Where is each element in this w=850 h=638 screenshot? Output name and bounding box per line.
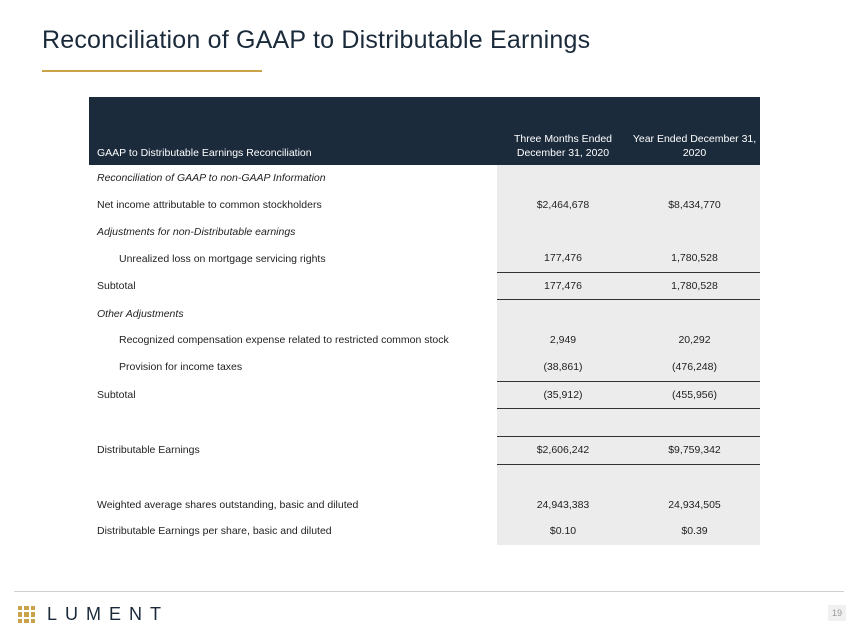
header-year: Year Ended December 31, 2020 <box>629 97 760 165</box>
row-fy-value <box>629 409 760 437</box>
row-label: Net income attributable to common stockholders <box>97 199 322 212</box>
table-row <box>89 381 760 409</box>
row-fy-value <box>629 300 760 327</box>
row-label: Recognized compensation expense related to restricted common stock <box>119 334 449 347</box>
row-fy-value: (476,248) <box>629 354 760 381</box>
row-label: Weighted average shares outstanding, basic and diluted <box>97 498 359 511</box>
row-q4-value: 2,949 <box>497 327 629 354</box>
table-row <box>89 464 760 491</box>
row-label: Distributable Earnings <box>97 444 200 457</box>
page-number: 19 <box>828 605 846 621</box>
row-q4-value: (35,912) <box>497 381 629 409</box>
row-label: Provision for income taxes <box>119 361 243 374</box>
table-header-row <box>89 97 760 165</box>
row-label: Subtotal <box>97 388 136 401</box>
reconciliation-table <box>89 97 760 545</box>
table-row <box>89 518 760 545</box>
row-fy-value: 24,934,505 <box>629 491 760 518</box>
table-row <box>89 165 760 192</box>
table-row <box>89 354 760 381</box>
row-fy-value: $0.39 <box>629 518 760 545</box>
row-fy-value <box>629 218 760 245</box>
row-label: Unrealized loss on mortgage servicing rights <box>119 252 326 265</box>
row-label: Reconciliation of GAAP to non-GAAP Information <box>97 172 326 185</box>
table-row <box>89 192 760 219</box>
row-q4-value <box>497 300 629 327</box>
row-label: Distributable Earnings per share, basic and diluted <box>97 525 332 538</box>
row-fy-value: 1,780,528 <box>629 245 760 272</box>
row-q4-value: $0.10 <box>497 518 629 545</box>
row-q4-value: (38,861) <box>497 354 629 381</box>
row-label: Subtotal <box>97 280 136 293</box>
table-row <box>89 436 760 464</box>
row-fy-value: $8,434,770 <box>629 192 760 219</box>
table-row <box>89 491 760 518</box>
row-q4-value: 177,476 <box>497 245 629 272</box>
row-q4-value <box>497 464 629 491</box>
row-label <box>89 409 497 437</box>
row-label: Other Adjustments <box>97 307 184 320</box>
title-underline <box>42 70 262 72</box>
row-fy-value: 1,780,528 <box>629 272 760 300</box>
table-row <box>89 300 760 327</box>
row-fy-value: $9,759,342 <box>629 436 760 464</box>
table-row <box>89 272 760 300</box>
table-row <box>89 409 760 437</box>
row-label: Adjustments for non-Distributable earnings <box>97 225 296 238</box>
slide-title: Reconciliation of GAAP to Distributable Earnings <box>42 26 591 54</box>
lument-logo <box>18 604 169 625</box>
header-label: GAAP to Distributable Earnings Reconciliation <box>89 97 497 165</box>
row-fy-value: (455,956) <box>629 381 760 409</box>
row-q4-value: 24,943,383 <box>497 491 629 518</box>
row-q4-value <box>497 218 629 245</box>
row-q4-value: $2,464,678 <box>497 192 629 219</box>
row-fy-value <box>629 464 760 491</box>
table-row <box>89 245 760 272</box>
logo-wordmark: LUMENT <box>47 604 170 624</box>
row-q4-value: $2,606,242 <box>497 436 629 464</box>
header-three-months: Three Months Ended December 31, 2020 <box>497 97 629 165</box>
row-q4-value <box>497 409 629 437</box>
row-fy-value <box>629 165 760 192</box>
row-fy-value: 20,292 <box>629 327 760 354</box>
row-q4-value <box>497 165 629 192</box>
table-row <box>89 218 760 245</box>
row-label <box>89 464 497 491</box>
footer-divider <box>14 591 844 592</box>
table-row <box>89 327 760 354</box>
lument-grid-icon <box>18 606 35 623</box>
row-q4-value: 177,476 <box>497 272 629 300</box>
